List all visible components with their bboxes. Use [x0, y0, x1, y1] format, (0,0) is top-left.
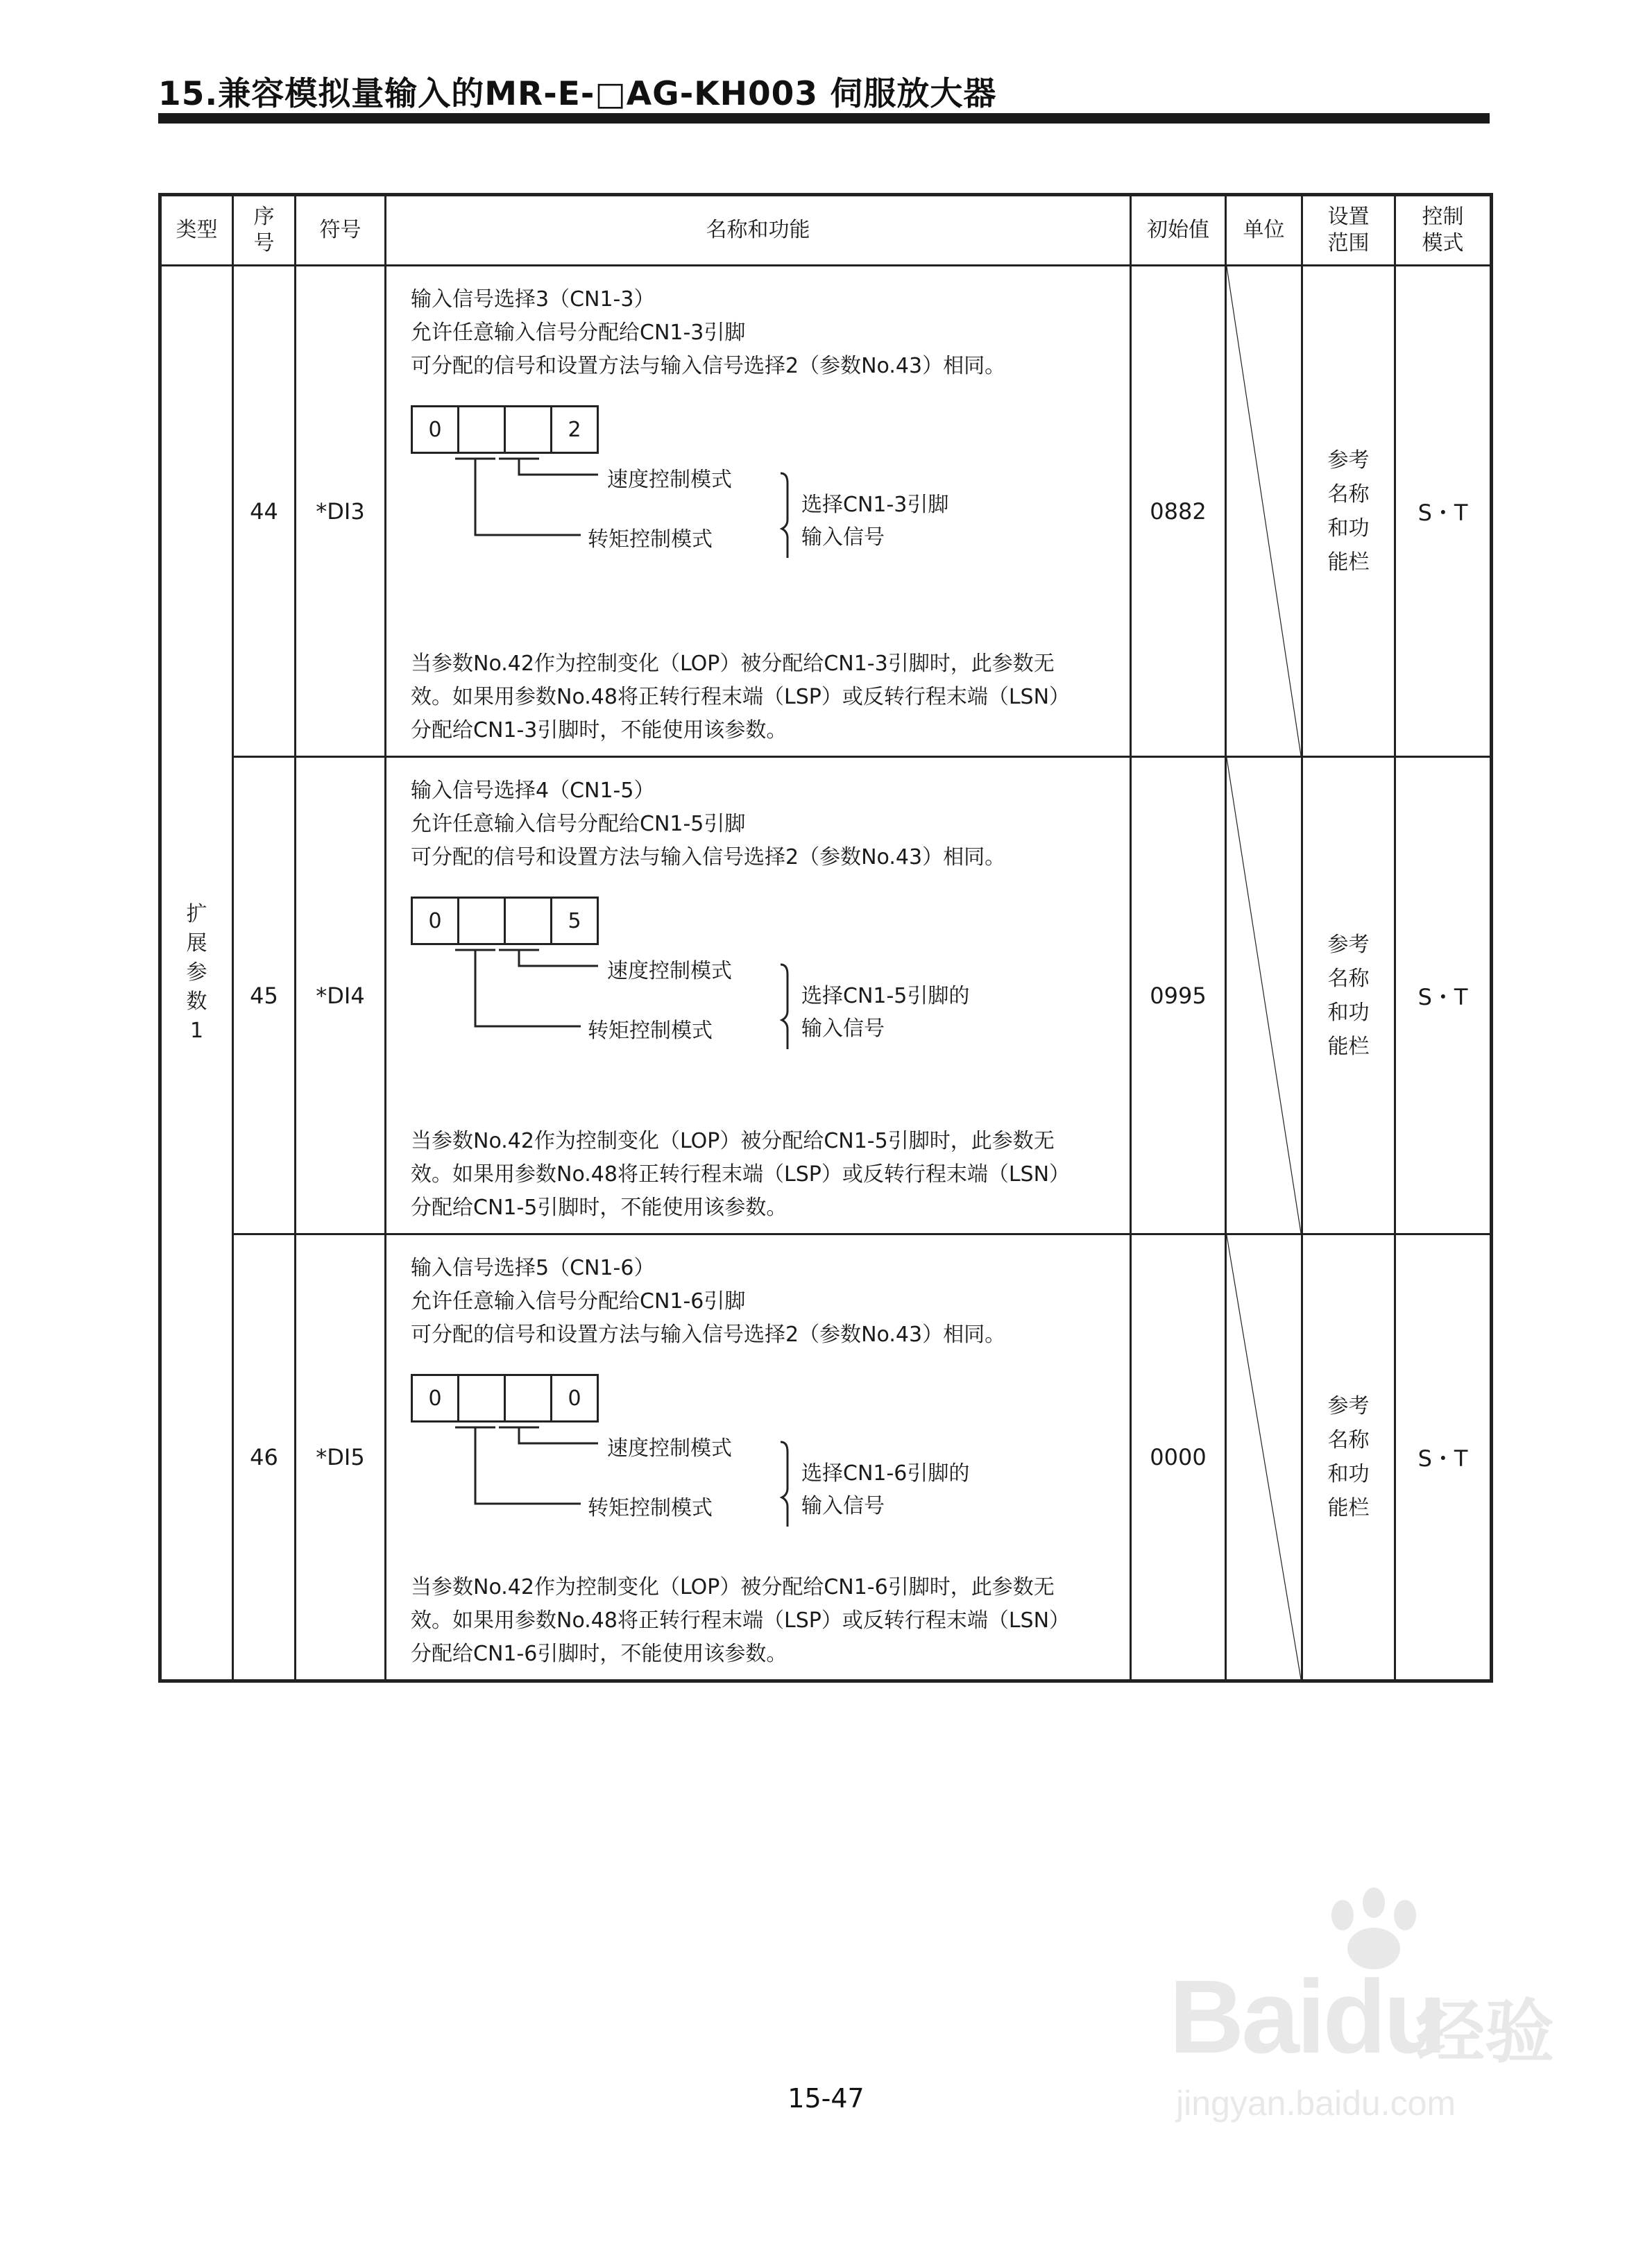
- digit-cell: 0: [411, 405, 459, 454]
- type-char: 数: [186, 990, 207, 1014]
- param-range: [1302, 266, 1395, 757]
- digit-cell: 0: [550, 1374, 599, 1423]
- range-text: 名称: [1327, 482, 1370, 507]
- desc-note: 分配给CN1-5引脚时，不能使用该参数。: [411, 1196, 787, 1220]
- digit-cell: 0: [411, 1374, 459, 1423]
- col-header-name: 名称和功能: [386, 195, 1131, 266]
- watermark-brand-cn: 经验: [1415, 1992, 1554, 2073]
- range-text: 参考: [1327, 1394, 1370, 1418]
- label-select-pin: 选择CN1-6引脚的: [801, 1461, 970, 1486]
- label-torque-mode: 转矩控制模式: [588, 1496, 713, 1520]
- table-header-row: [160, 195, 1492, 266]
- col-header-unit: 单位: [1226, 195, 1302, 266]
- desc-title: 输入信号选择5（CN1-6）: [411, 1256, 655, 1280]
- range-text: 参考: [1327, 448, 1370, 473]
- digit-cell: 0: [411, 897, 459, 945]
- header-rule: [158, 113, 1490, 124]
- param-symbol: *DI3: [296, 266, 386, 757]
- desc-note: 效。如果用参数No.48将正转行程末端（LSP）或反转行程末端（LSN）: [411, 685, 1071, 709]
- desc-line: 可分配的信号和设置方法与输入信号选择2（参数No.43）相同。: [411, 354, 1006, 378]
- desc-line: 可分配的信号和设置方法与输入信号选择2（参数No.43）相同。: [411, 845, 1006, 869]
- digit-tree-lines: [386, 266, 872, 558]
- col-header-mode: 控制 模式: [1395, 195, 1492, 266]
- range-text: 能栏: [1327, 550, 1370, 575]
- desc-note: 分配给CN1-3引脚时，不能使用该参数。: [411, 718, 787, 742]
- label-torque-mode: 转矩控制模式: [588, 527, 713, 552]
- param-unit-empty: [1226, 757, 1302, 1234]
- label-speed-mode: 速度控制模式: [607, 959, 732, 983]
- param-initial-value: 0995: [1131, 757, 1226, 1234]
- label-input-signal: 输入信号: [801, 525, 885, 550]
- range-text: 名称: [1327, 966, 1370, 991]
- param-description: [386, 757, 1131, 1234]
- desc-line: 可分配的信号和设置方法与输入信号选择2（参数No.43）相同。: [411, 1323, 1006, 1347]
- desc-note: 分配给CN1-6引脚时，不能使用该参数。: [411, 1642, 787, 1666]
- desc-line: 允许任意输入信号分配给CN1-5引脚: [411, 812, 746, 836]
- desc-note: 当参数No.42作为控制变化（LOP）被分配给CN1-3引脚时，此参数无: [411, 652, 1055, 676]
- label-torque-mode: 转矩控制模式: [588, 1019, 713, 1043]
- param-description: [386, 266, 1131, 757]
- diagonal-slash: [1227, 758, 1301, 1233]
- param-symbol: *DI5: [296, 1234, 386, 1681]
- range-text: 和功: [1327, 516, 1370, 541]
- param-number: 46: [233, 1234, 296, 1681]
- range-text: 能栏: [1327, 1496, 1370, 1520]
- desc-title: 输入信号选择4（CN1-5）: [411, 779, 655, 803]
- type-cell: [160, 266, 233, 1681]
- param-description: [386, 1234, 1131, 1681]
- digit-cell: 5: [550, 897, 599, 945]
- label-input-signal: 输入信号: [801, 1494, 885, 1518]
- param-range: [1302, 1234, 1395, 1681]
- table-row: [160, 266, 1492, 757]
- range-text: 参考: [1327, 932, 1370, 957]
- type-char: 扩: [186, 902, 207, 926]
- watermark-brand: Baidu: [1169, 1958, 1445, 2075]
- col-header-range: 设置 范围: [1302, 195, 1395, 266]
- param-number: 44: [233, 266, 296, 757]
- col-header-symbol: 符号: [296, 195, 386, 266]
- watermark-url: jingyan.baidu.com: [1176, 2084, 1456, 2123]
- desc-note: 效。如果用参数No.48将正转行程末端（LSP）或反转行程末端（LSN）: [411, 1162, 1071, 1187]
- desc-line: 允许任意输入信号分配给CN1-3引脚: [411, 321, 746, 345]
- col-header-number: 序 号: [233, 195, 296, 266]
- param-initial-value: 0000: [1131, 1234, 1226, 1681]
- range-text: 和功: [1327, 1000, 1370, 1025]
- parameter-table: [158, 193, 1493, 1683]
- param-control-mode: S・T: [1395, 1234, 1492, 1681]
- label-select-pin: 选择CN1-5引脚的: [801, 984, 970, 1008]
- param-range: [1302, 757, 1395, 1234]
- label-input-signal: 输入信号: [801, 1017, 885, 1041]
- digit-cell: 2: [550, 405, 599, 454]
- digit-tree-lines: [386, 758, 872, 1049]
- diagonal-slash: [1227, 266, 1301, 756]
- desc-note: 当参数No.42作为控制变化（LOP）被分配给CN1-6引脚时，此参数无: [411, 1575, 1055, 1599]
- desc-note: 效。如果用参数No.48将正转行程末端（LSP）或反转行程末端（LSN）: [411, 1608, 1071, 1633]
- param-initial-value: 0882: [1131, 266, 1226, 757]
- param-control-mode: S・T: [1395, 266, 1492, 757]
- table-row: [160, 757, 1492, 1234]
- col-header-type: 类型: [160, 195, 233, 266]
- param-number: 45: [233, 757, 296, 1234]
- label-speed-mode: 速度控制模式: [607, 1436, 732, 1461]
- desc-line: 允许任意输入信号分配给CN1-6引脚: [411, 1289, 746, 1314]
- range-text: 能栏: [1327, 1034, 1370, 1059]
- label-select-pin: 选择CN1-3引脚: [801, 493, 949, 517]
- diagonal-slash: [1227, 1235, 1301, 1679]
- page-header-title: 15.兼容模拟量输入的MR-E-□AG-KH003 伺服放大器: [158, 75, 997, 113]
- type-char: 参: [186, 960, 207, 985]
- table-row: [160, 1234, 1492, 1681]
- range-text: 和功: [1327, 1462, 1370, 1486]
- param-control-mode: S・T: [1395, 757, 1492, 1234]
- range-text: 名称: [1327, 1428, 1370, 1452]
- param-unit-empty: [1226, 266, 1302, 757]
- param-symbol: *DI4: [296, 757, 386, 1234]
- param-unit-empty: [1226, 1234, 1302, 1681]
- col-header-initial: 初始值: [1131, 195, 1226, 266]
- desc-note: 当参数No.42作为控制变化（LOP）被分配给CN1-5引脚时，此参数无: [411, 1129, 1055, 1153]
- watermark: [1169, 1887, 1558, 2130]
- label-speed-mode: 速度控制模式: [607, 468, 732, 492]
- desc-title: 输入信号选择3（CN1-3）: [411, 287, 655, 312]
- type-char: 展: [186, 931, 207, 956]
- type-char: 1: [189, 1019, 204, 1043]
- digit-tree-lines: [386, 1235, 872, 1527]
- page-number: 15-47: [787, 2083, 865, 2114]
